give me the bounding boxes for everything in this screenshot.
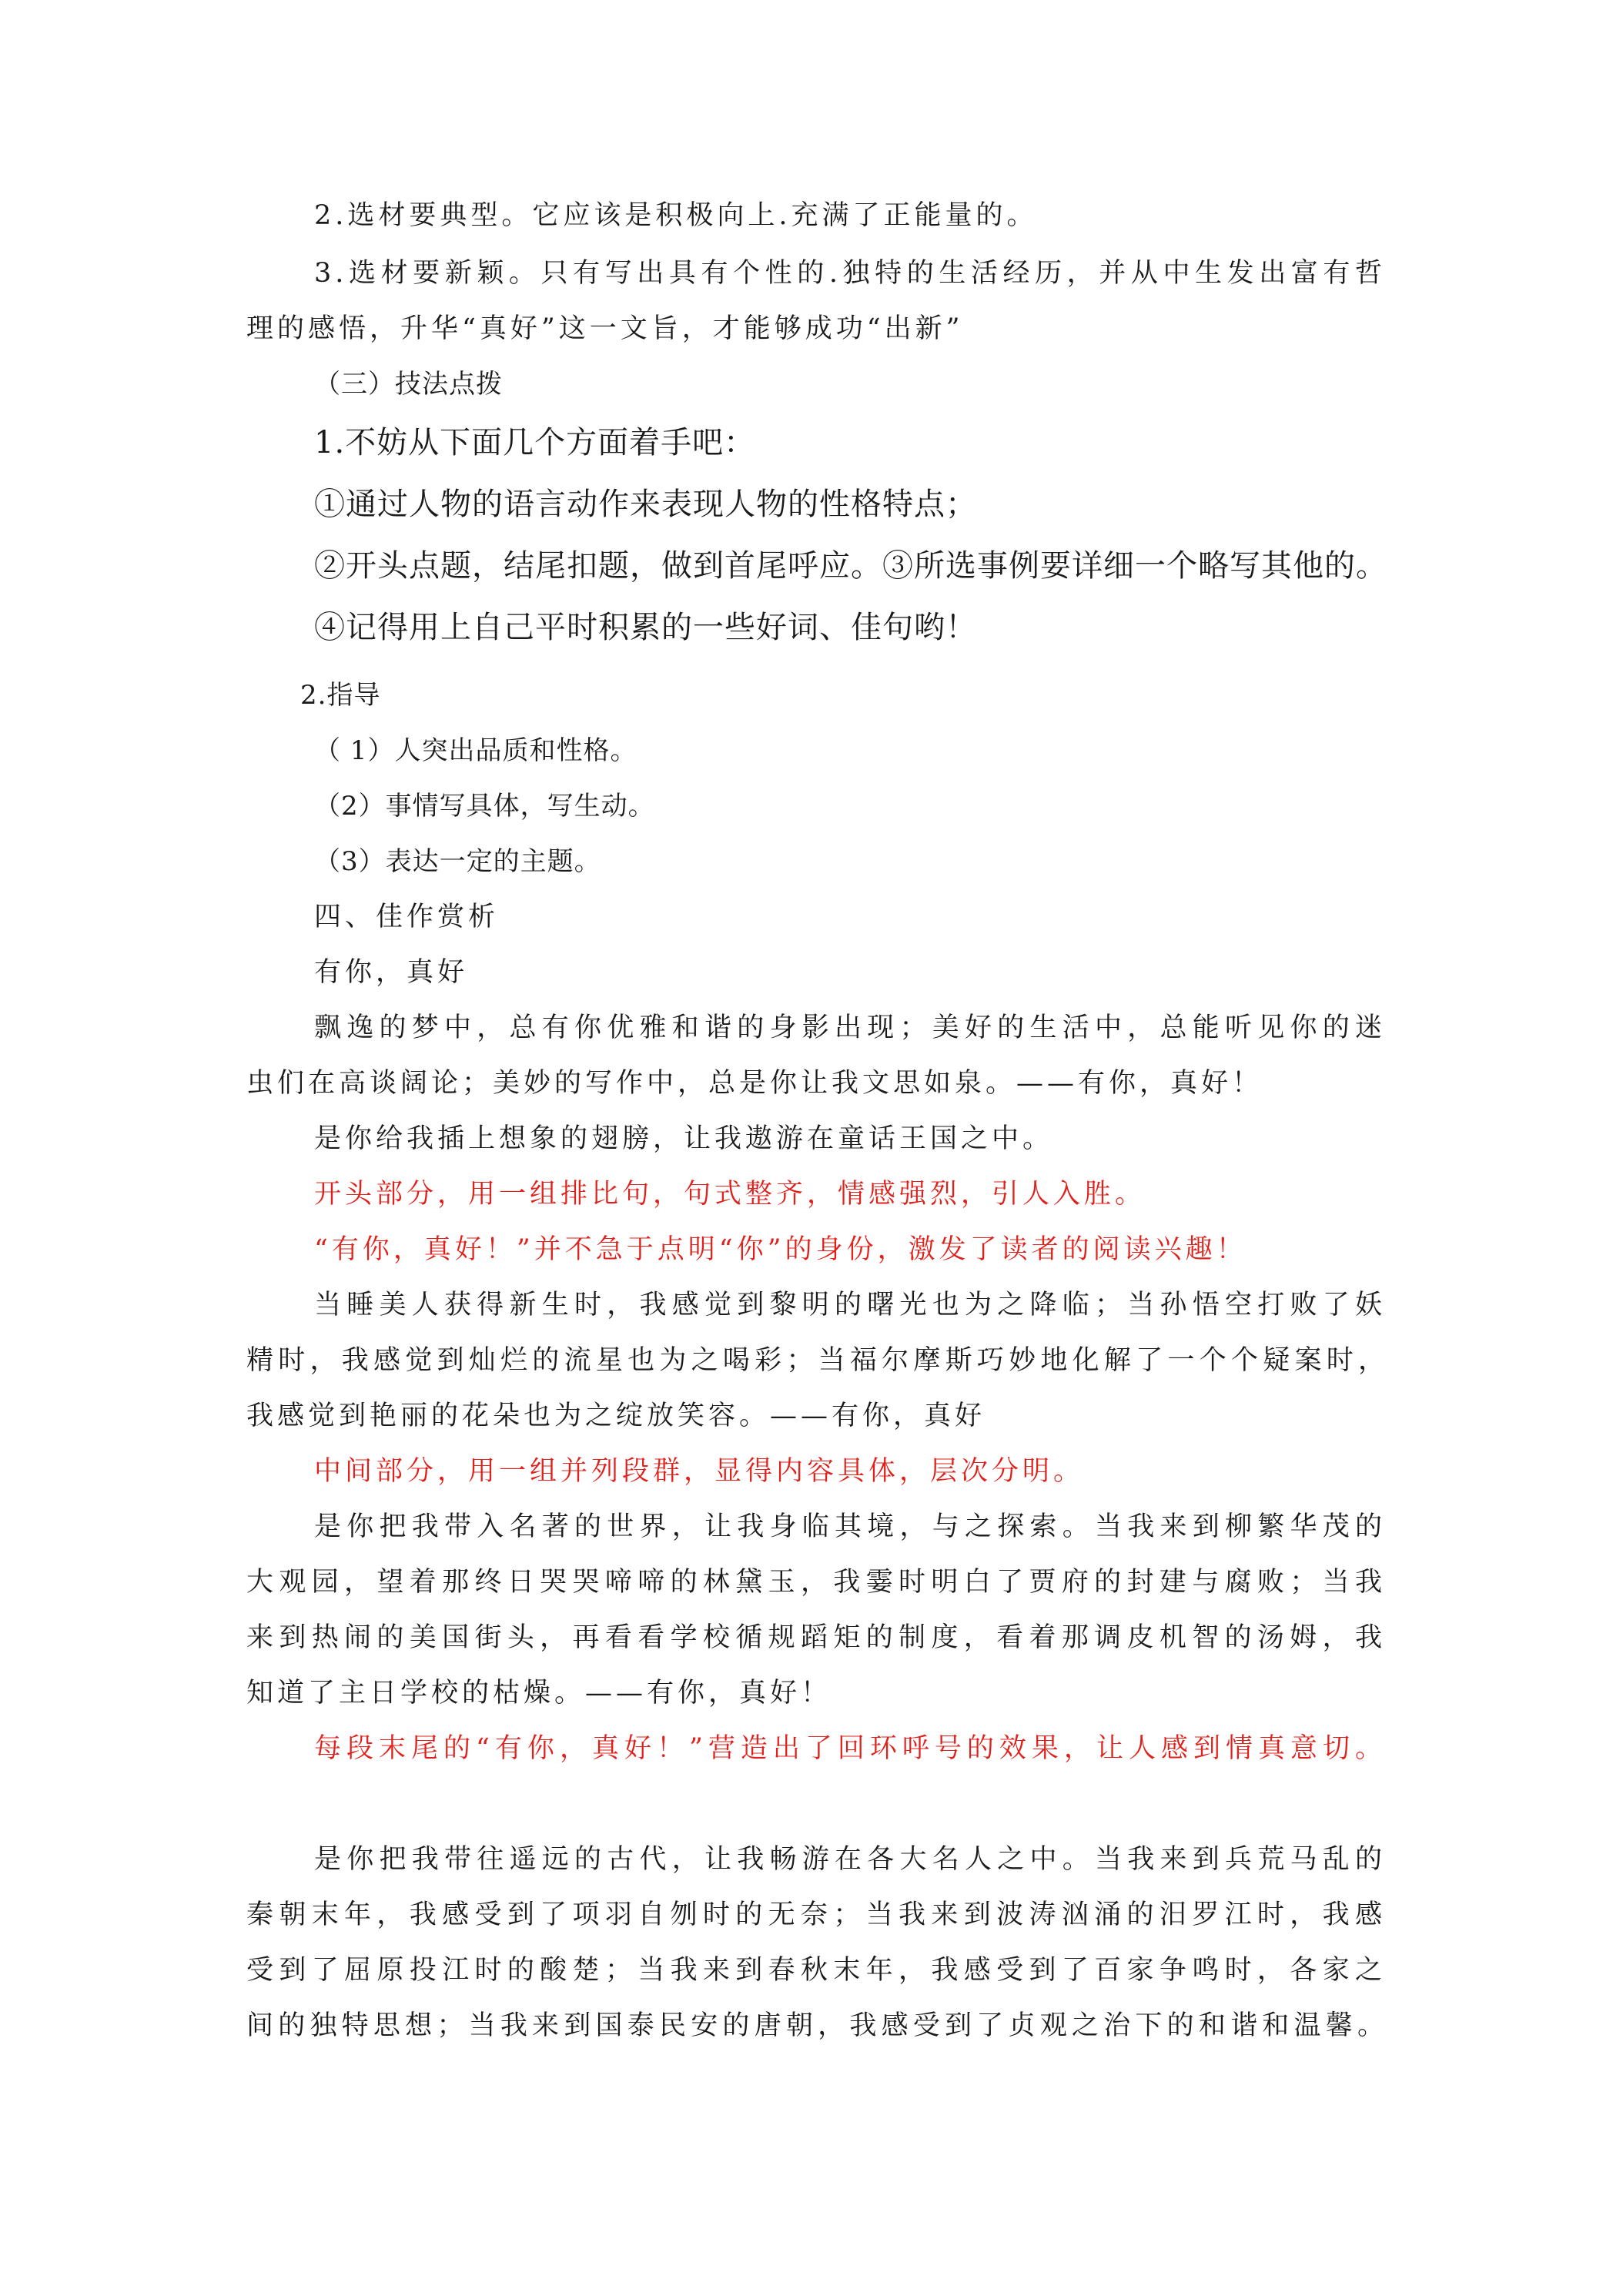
text-line: 精时，我感觉到灿烂的流星也为之喝彩；当福尔摩斯巧妙地化解了一个个疑案时， — [246, 1345, 1386, 1376]
text-line: 3.选材要新颖。只有写出具有个性的.独特的生活经历，并从中生发出富有哲 — [314, 258, 1386, 289]
text-line: 2.选材要典型。它应该是积极向上.充满了正能量的。 — [314, 200, 1038, 231]
text-line: 间的独特思想；当我来到国泰民安的唐朝，我感受到了贞观之治下的和谐和温馨。 — [246, 2010, 1386, 2041]
essay-title: 有你，真好 — [314, 957, 469, 988]
text-line: 来到热闹的美国街头，再看看学校循规蹈矩的制度，看着那调皮机智的汤姆，我 — [246, 1622, 1386, 1653]
list-item: （3）表达一定的主题。 — [314, 846, 601, 877]
text-line: 当睡美人获得新生时，我感觉到黎明的曙光也为之降临；当孙悟空打败了妖 — [314, 1290, 1386, 1320]
text-line: 是你把我带往遥远的古代，让我畅游在各大名人之中。当我来到兵荒马乱的 — [314, 1844, 1386, 1875]
text-line: 秦朝末年，我感受到了项羽自刎时的无奈；当我来到波涛汹涌的汨罗江时，我感 — [246, 1899, 1386, 1930]
text-line: ④记得用上自己平时积累的一些好词、佳句哟！ — [314, 610, 977, 645]
text-line: 受到了屈原投江时的酸楚；当我来到春秋末年，我感受到了百家争鸣时，各家之 — [246, 1955, 1386, 1986]
text-line: 虫们在高谈阔论；美妙的写作中，总是你让我文思如泉。——有你，真好！ — [246, 1068, 1263, 1099]
subsection-heading: 2.指导 — [300, 680, 381, 711]
list-item: （ 1）人突出品质和性格。 — [314, 735, 637, 766]
list-item: （2）事情写具体，写生动。 — [314, 791, 655, 822]
text-line: 是你把我带入名著的世界，让我身临其境，与之探索。当我来到柳繁华茂的 — [314, 1511, 1386, 1542]
section-heading: 四、佳作赏析 — [314, 902, 500, 932]
annotation-line: 开头部分，用一组排比句，句式整齐，情感强烈，引人入胜。 — [314, 1179, 1146, 1210]
text-line: ①通过人物的语言动作来表现人物的性格特点； — [314, 487, 977, 522]
text-line: ②开头点题，结尾扣题，做到首尾呼应。③所选事例要详细一个略写其他的。 — [314, 548, 1387, 584]
annotation-line: 中间部分，用一组并列段群，显得内容具体，层次分明。 — [314, 1456, 1085, 1487]
annotation-line: “有你，真好！”并不急于点明“你”的身份，激发了读者的阅读兴趣！ — [314, 1234, 1247, 1265]
text-line: 我感觉到艳丽的花朵也为之绽放笑容。——有你，真好 — [246, 1401, 986, 1431]
text-line: 1.不妨从下面几个方面着手吧： — [314, 425, 756, 460]
text-line: 飘逸的梦中，总有你优雅和谐的身影出现；美好的生活中，总能听见你的迷 — [314, 1012, 1386, 1043]
text-line: 知道了主日学校的枯燥。——有你，真好！ — [246, 1678, 832, 1709]
section-heading: （三）技法点拨 — [314, 369, 503, 400]
text-line: 理的感悟，升华“真好”这一文旨，才能够成功“出新” — [246, 313, 964, 344]
text-line: 是你给我插上想象的翅膀，让我遨游在童话王国之中。 — [314, 1123, 1054, 1154]
text-line: 大观园，望着那终日哭哭啼啼的林黛玉，我霎时明白了贾府的封建与腐败；当我 — [246, 1567, 1386, 1598]
annotation-line: 每段末尾的“有你，真好！”营造出了回环呼号的效果，让人感到情真意切。 — [314, 1733, 1386, 1764]
